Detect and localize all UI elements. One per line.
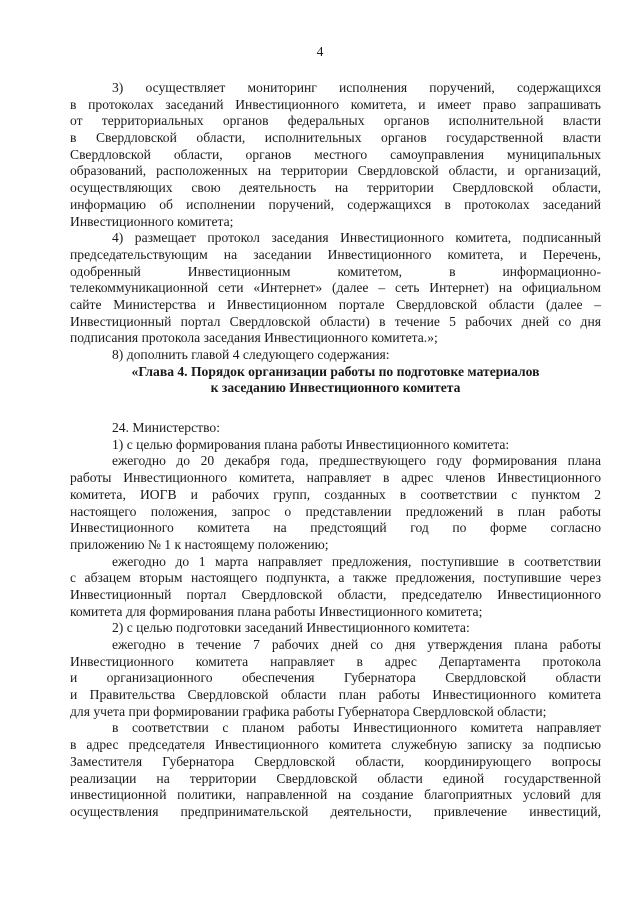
text-line: в адрес председателя Инвестиционного комитета служебную записку за подписью — [70, 737, 601, 753]
paragraph-gap — [70, 397, 601, 420]
text-line: ежегодно до 20 декабря года, предшествующего году формирования плана — [112, 453, 601, 469]
text-line: работы Инвестиционного комитета, направляет в адрес членов Инвестиционного — [70, 470, 601, 486]
text-line: Инвестиционный портал Свердловской области, председателю Инвестиционного — [70, 586, 601, 602]
text-line: и организационного обеспечения Губернатора Свердловской области — [70, 670, 601, 686]
text-line: комитета для формирования плана работы Инвестиционного комитета; — [70, 603, 483, 619]
text-line: осуществляющих свою деятельность на территории Свердловской области, — [70, 180, 601, 196]
text-line: ежегодно в течение 7 рабочих дней со дня утверждения плана работы — [112, 637, 601, 652]
text-line: 3) осуществляет мониторинг исполнения поручений, содержащихся — [112, 80, 601, 95]
text-line: Инвестиционного комитета направляет в адрес Департамента протокола — [70, 653, 601, 669]
text-line: председательствующим на заседании Инвестиционного комитета, и Перечень, — [70, 246, 601, 262]
text-line: Инвестиционного комитета; — [70, 213, 234, 229]
text-line: Свердловской области, органов местного самоуправления муниципальных — [70, 146, 601, 162]
text-line: одобренный Инвестиционным комитетом, в информационно- — [70, 263, 601, 279]
text-line: Инвестиционный портал Свердловской области) в течение 5 рабочих дней со дня — [70, 313, 601, 329]
chapter-heading-line: «Глава 4. Порядок организации работы по подготовке материалов — [131, 363, 540, 379]
text-line: от территориальных органов федеральных органов исполнительной власти — [70, 113, 601, 129]
text-line: с абзацем вторым настоящего подпункта, а также предложения, поступившие через — [70, 570, 601, 586]
text-line: 8) дополнить главой 4 следующего содержания: — [112, 347, 390, 362]
text-line: 2) с целью подготовки заседаний Инвестиционного комитета: — [112, 620, 470, 636]
text-line: приложению № 1 к настоящему положению; — [70, 536, 329, 552]
text-line: осуществления предпринимательской деятельности, привлечение инвестиций, — [70, 803, 601, 819]
text-line: сайте Министерства и Инвестиционном портале Свердловской области (далее – — [70, 296, 601, 312]
text-line: и Правительства Свердловской области план работы Инвестиционного комитета — [70, 687, 601, 703]
text-line: 4) размещает протокол заседания Инвестиционного комитета, подписанный — [112, 230, 601, 246]
text-line: 24. Министерство: — [112, 420, 220, 436]
text-line: ежегодно до 1 марта направляет предложения, поступившие в соответствии — [112, 553, 601, 569]
text-line: настоящего положения, запрос о представлении предложений в план работы — [70, 503, 601, 519]
text-line: информацию об исполнении поручений, содержащихся в протоколах заседаний — [70, 196, 601, 212]
text-line: подписания протокола заседания Инвестиционного комитета.»; — [70, 330, 438, 346]
text-line: Инвестиционного комитета на предстоящий год по форме согласно — [70, 520, 601, 536]
text-line: Заместителя Губернатора Свердловской области, координирующего вопросы — [70, 753, 601, 769]
document-body — [70, 80, 601, 821]
text-line: образований, расположенных на территории Свердловской области, и организаций, — [70, 163, 601, 179]
page-number: 4 — [316, 44, 324, 59]
text-line: для учета при формировании графика работы Губернатора Свердловской области; — [70, 703, 547, 719]
text-line: телекоммуникационной сети «Интернет» (далее – сеть Интернет) на официальном — [70, 280, 601, 296]
text-line: комитета, ИОГВ и рабочих групп, созданных в соответствии с пунктом 2 — [70, 486, 601, 502]
text-line: в протоколах заседаний Инвестиционного комитета, и имеет право запрашивать — [70, 96, 601, 112]
text-line: 1) с целью формирования плана работы Инвестиционного комитета: — [112, 436, 510, 452]
chapter-heading-line: к заседанию Инвестиционного комитета — [210, 380, 461, 396]
text-line: в соответствии с планом работы Инвестиционного комитета направляет — [112, 720, 601, 736]
text-line: в Свердловской области, исполнительных органов государственной власти — [70, 130, 601, 146]
text-line: инвестиционной политики, направленной на создание благоприятных условий для — [70, 787, 601, 803]
text-line: реализации на территории Свердловской области единой государственной — [70, 770, 601, 786]
